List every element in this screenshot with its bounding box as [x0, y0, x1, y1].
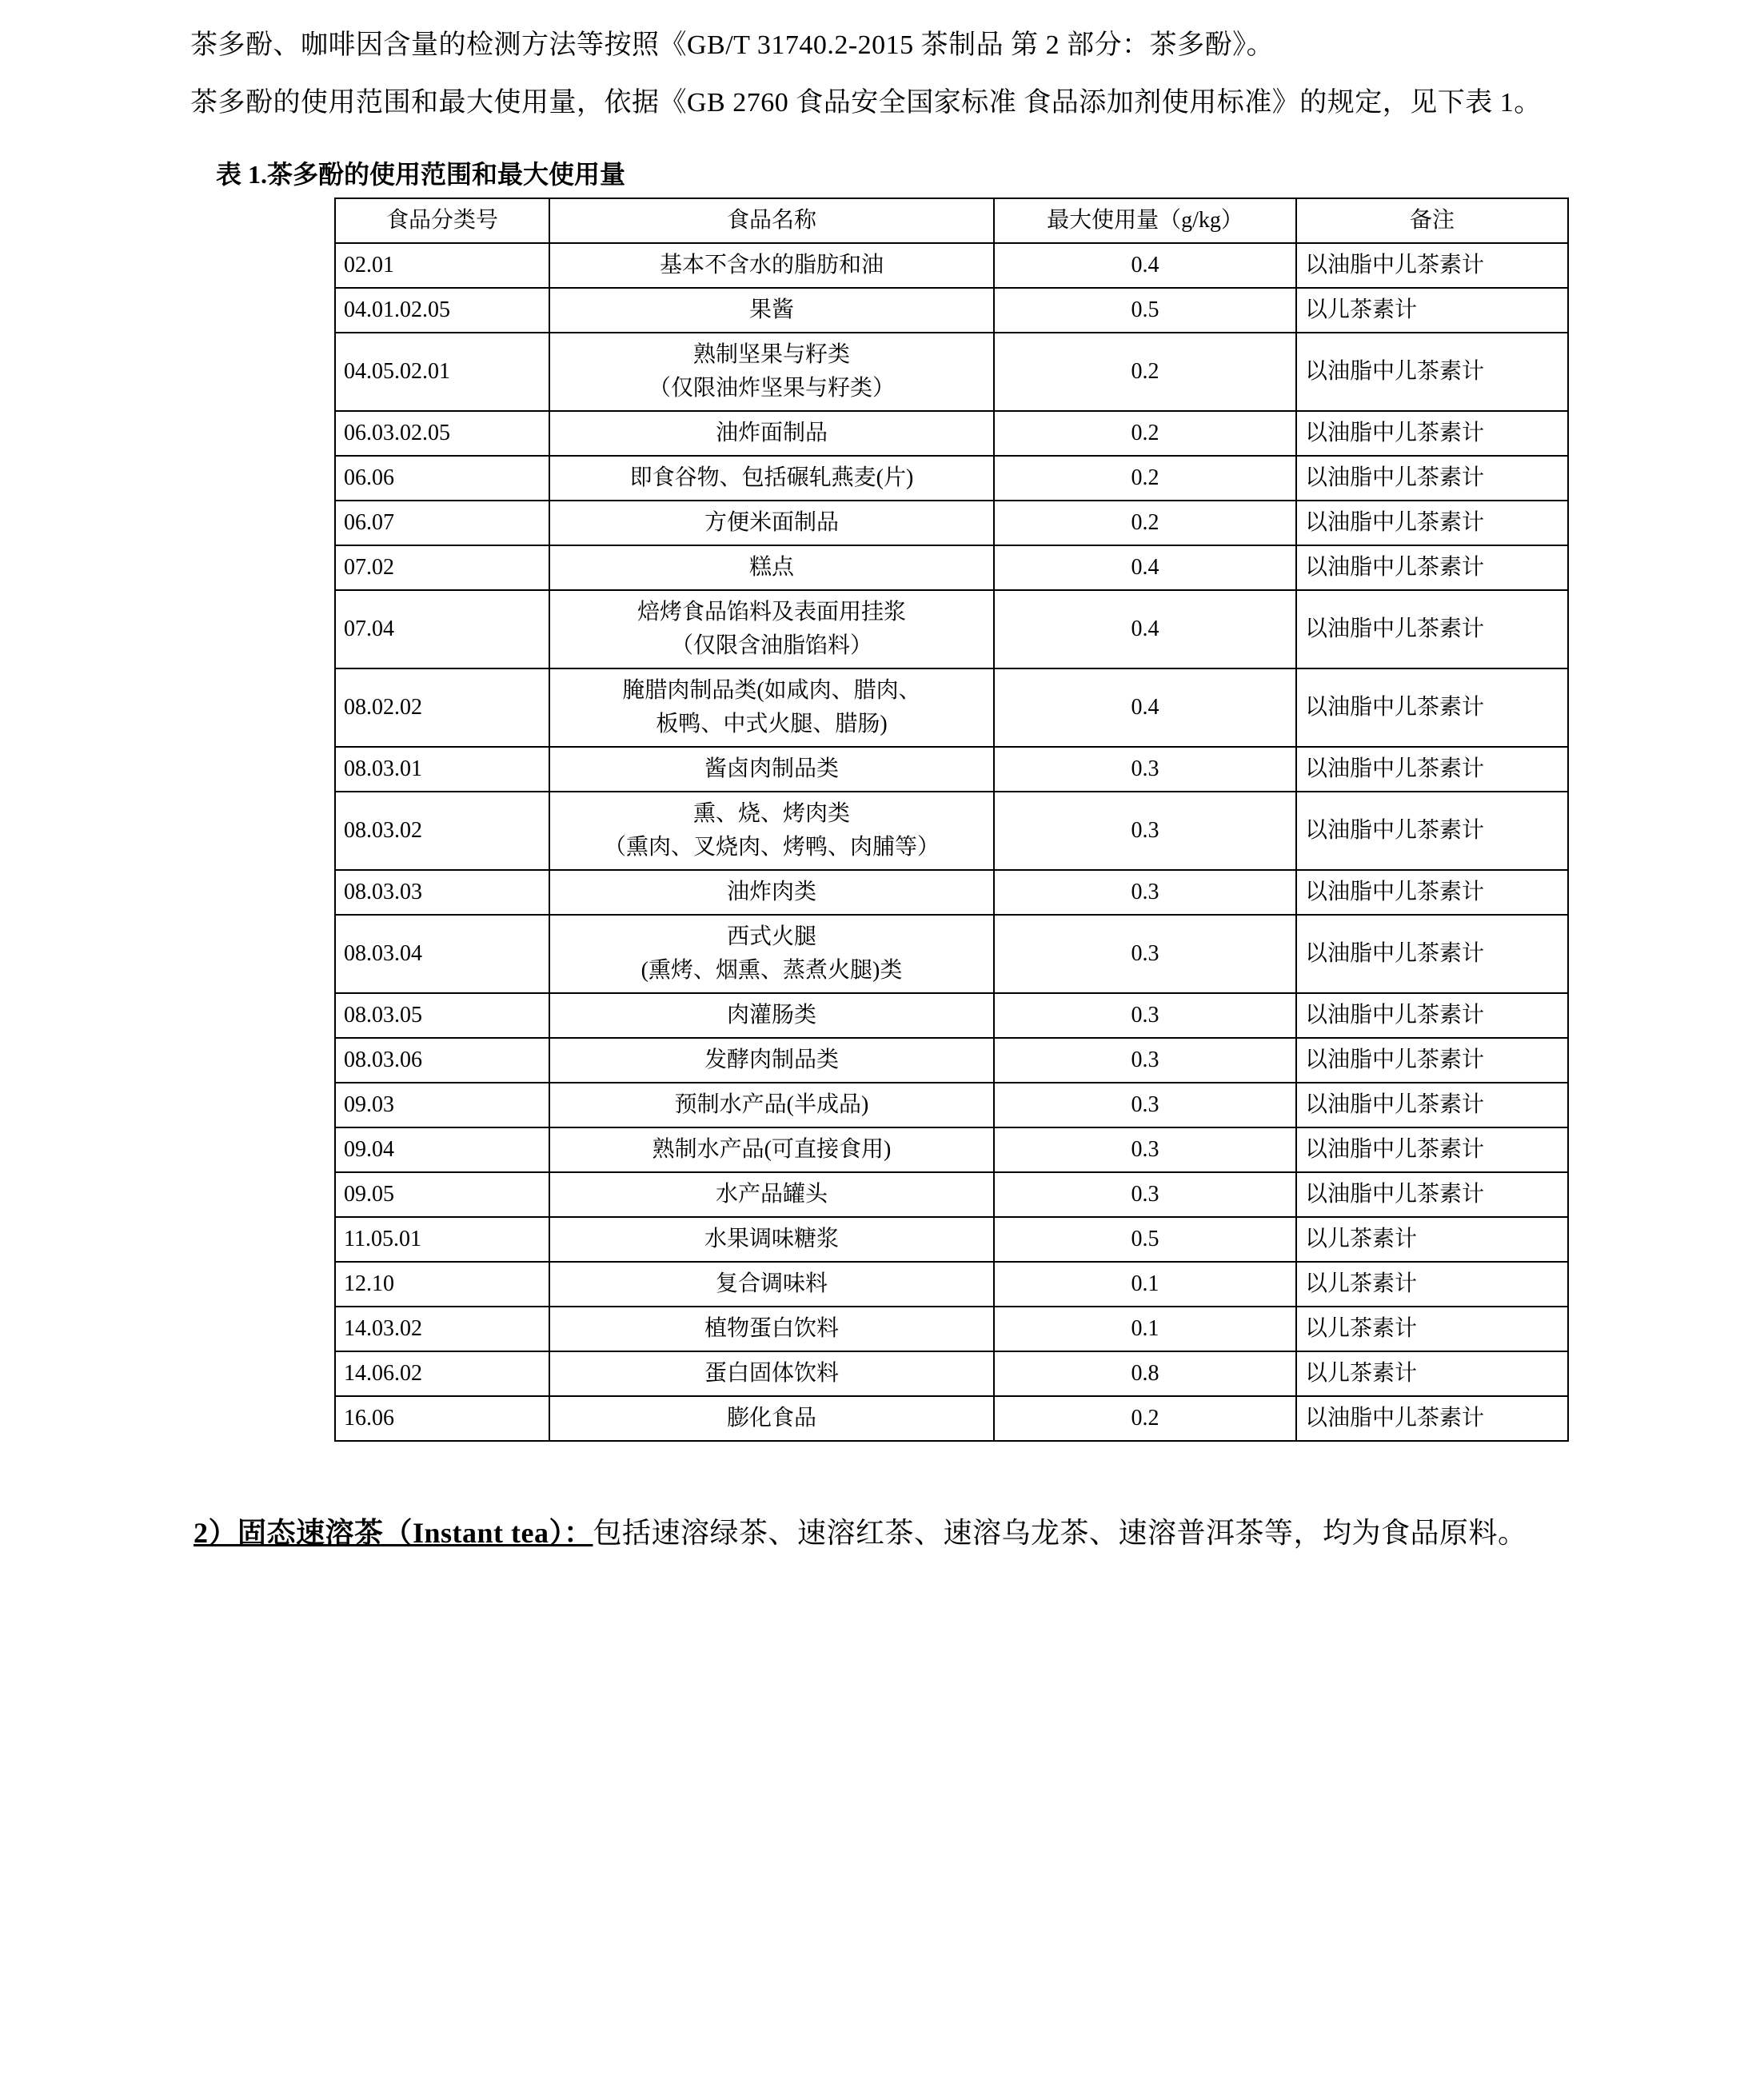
- cell-max-dose: 0.3: [994, 993, 1296, 1038]
- cell-food-name: [549, 1038, 994, 1083]
- table-row: [335, 870, 1568, 915]
- cell-max-dose: 0.3: [994, 747, 1296, 792]
- table-header-code: 食品分类号: [335, 198, 549, 243]
- cell-food-name-line: 基本不含水的脂肪和油: [659, 252, 884, 277]
- cell-food-name-line: 西式火腿: [726, 924, 816, 949]
- cell-food-name-line: （熏肉、叉烧肉、烤鸭、肉脯等）: [603, 834, 940, 860]
- cell-food-name-line: (熏烤、烟熏、蒸煮火腿)类: [641, 957, 903, 983]
- cell-food-name: [549, 792, 994, 870]
- cell-food-code: 02.01: [335, 243, 549, 288]
- table-row: [335, 1307, 1568, 1351]
- table-row: [335, 590, 1568, 668]
- cell-max-dose: 0.3: [994, 1127, 1296, 1172]
- table-row: [335, 545, 1568, 590]
- cell-food-name-line: 发酵肉制品类: [704, 1047, 839, 1072]
- footer-heading: 2）固态速溶茶（Instant tea）：: [194, 1516, 593, 1549]
- cell-food-code: 14.03.02: [335, 1307, 549, 1351]
- cell-food-name-line: 蛋白固体饮料: [704, 1360, 839, 1386]
- cell-food-name-line: 熟制坚果与籽类: [692, 341, 850, 367]
- cell-note: 以油脂中儿茶素计: [1296, 668, 1568, 747]
- table-row: [335, 1038, 1568, 1083]
- cell-food-code: 07.04: [335, 590, 549, 668]
- cell-note: 以油脂中儿茶素计: [1296, 1127, 1568, 1172]
- cell-food-name-line: 即食谷物、包括碾轧燕麦(片): [629, 465, 914, 490]
- cell-food-code: 06.03.02.05: [335, 411, 549, 456]
- cell-max-dose: 0.8: [994, 1351, 1296, 1396]
- usage-table: [334, 198, 1569, 1442]
- cell-food-code: 16.06: [335, 1396, 549, 1441]
- cell-max-dose: 0.4: [994, 590, 1296, 668]
- cell-food-code: 06.07: [335, 501, 549, 545]
- cell-food-name-line: 板鸭、中式火腿、腊肠): [656, 711, 888, 736]
- table-header-dose: 最大使用量（g/kg）: [994, 198, 1296, 243]
- table-row: [335, 915, 1568, 993]
- cell-food-name-line: 肉灌肠类: [726, 1002, 816, 1028]
- table-row: [335, 411, 1568, 456]
- table-row: [335, 993, 1568, 1038]
- cell-food-code: 08.02.02: [335, 668, 549, 747]
- cell-food-name-line: （仅限油炸坚果与籽类）: [648, 375, 895, 401]
- cell-food-name-line: 焙烤食品馅料及表面用挂浆: [637, 599, 906, 624]
- cell-food-code: 09.05: [335, 1172, 549, 1217]
- table-row: [335, 333, 1568, 411]
- cell-food-code: 09.04: [335, 1127, 549, 1172]
- cell-food-name-line: 预制水产品(半成品): [674, 1091, 869, 1117]
- cell-note: 以油脂中儿茶素计: [1296, 1396, 1568, 1441]
- cell-max-dose: 0.4: [994, 545, 1296, 590]
- cell-note: 以油脂中儿茶素计: [1296, 993, 1568, 1038]
- cell-food-name-line: 水产品罐头: [715, 1181, 828, 1207]
- cell-food-name-line: 复合调味料: [715, 1271, 828, 1296]
- cell-max-dose: 0.1: [994, 1262, 1296, 1307]
- cell-food-name-line: 熏、烧、烤肉类: [692, 800, 850, 826]
- cell-note: 以油脂中儿茶素计: [1296, 792, 1568, 870]
- cell-note: 以油脂中儿茶素计: [1296, 1172, 1568, 1217]
- table-row: [335, 1351, 1568, 1396]
- cell-food-code: 09.03: [335, 1083, 549, 1127]
- cell-max-dose: 0.3: [994, 792, 1296, 870]
- table-row: [335, 1127, 1568, 1172]
- cell-food-code: 04.05.02.01: [335, 333, 549, 411]
- cell-food-code: 11.05.01: [335, 1217, 549, 1262]
- cell-max-dose: 0.4: [994, 243, 1296, 288]
- cell-food-name: [549, 1083, 994, 1127]
- cell-food-name-line: 腌腊肉制品类(如咸肉、腊肉、: [622, 677, 921, 703]
- cell-note: 以儿茶素计: [1296, 1262, 1568, 1307]
- cell-max-dose: 0.2: [994, 411, 1296, 456]
- table-row: [335, 1172, 1568, 1217]
- cell-note: 以儿茶素计: [1296, 1307, 1568, 1351]
- cell-food-code: 08.03.03: [335, 870, 549, 915]
- cell-note: 以油脂中儿茶素计: [1296, 747, 1568, 792]
- cell-note: 以儿茶素计: [1296, 288, 1568, 333]
- table-row: [335, 288, 1568, 333]
- cell-food-name: [549, 1262, 994, 1307]
- cell-food-code: 08.03.02: [335, 792, 549, 870]
- cell-food-name: [549, 747, 994, 792]
- cell-max-dose: 0.2: [994, 456, 1296, 501]
- cell-food-name-line: 方便米面制品: [704, 509, 839, 535]
- cell-max-dose: 0.1: [994, 1307, 1296, 1351]
- table-header-name: 食品名称: [549, 198, 994, 243]
- cell-food-name: [549, 243, 994, 288]
- cell-max-dose: 0.3: [994, 870, 1296, 915]
- paragraph-2: 茶多酚的使用范围和最大使用量，依据《GB 2760 食品安全国家标准 食品添加剂使用标准》的规定，见下表 1。: [190, 88, 1542, 118]
- cell-max-dose: 0.3: [994, 915, 1296, 993]
- cell-max-dose: 0.4: [994, 668, 1296, 747]
- cell-food-name-line: 植物蛋白饮料: [704, 1315, 839, 1341]
- cell-max-dose: 0.2: [994, 333, 1296, 411]
- cell-food-name: [549, 590, 994, 668]
- table-row: [335, 1262, 1568, 1307]
- table-row: [335, 456, 1568, 501]
- cell-food-name: [549, 333, 994, 411]
- cell-max-dose: 0.5: [994, 1217, 1296, 1262]
- footer-text: 包括速溶绿茶、速溶红茶、速溶乌龙茶、速溶普洱茶等，均为食品原料。: [593, 1516, 1527, 1549]
- cell-food-name: [549, 1351, 994, 1396]
- cell-food-name-line: 熟制水产品(可直接食用): [652, 1136, 892, 1162]
- table-row: [335, 501, 1568, 545]
- cell-max-dose: 0.3: [994, 1172, 1296, 1217]
- cell-max-dose: 0.5: [994, 288, 1296, 333]
- cell-food-code: 07.02: [335, 545, 549, 590]
- cell-note: 以油脂中儿茶素计: [1296, 1083, 1568, 1127]
- cell-food-code: 06.06: [335, 456, 549, 501]
- cell-food-name: [549, 411, 994, 456]
- cell-food-name: [549, 870, 994, 915]
- cell-note: 以油脂中儿茶素计: [1296, 915, 1568, 993]
- table-caption: 表 1.茶多酚的使用范围和最大使用量: [216, 159, 626, 189]
- cell-food-name-line: 油炸肉类: [726, 879, 816, 904]
- cell-note: 以油脂中儿茶素计: [1296, 243, 1568, 288]
- cell-food-name-line: 糕点: [748, 554, 794, 580]
- cell-note: 以油脂中儿茶素计: [1296, 1038, 1568, 1083]
- table-row: [335, 1396, 1568, 1441]
- footer-section: [136, 1504, 1628, 1562]
- cell-note: 以油脂中儿茶素计: [1296, 590, 1568, 668]
- table-row: [335, 668, 1568, 747]
- cell-note: 以油脂中儿茶素计: [1296, 870, 1568, 915]
- cell-food-name-line: （仅限含油脂馅料）: [670, 632, 872, 658]
- cell-food-code: 04.01.02.05: [335, 288, 549, 333]
- cell-note: 以油脂中儿茶素计: [1296, 501, 1568, 545]
- cell-food-name: [549, 1217, 994, 1262]
- cell-food-name: [549, 668, 994, 747]
- table-body: [335, 243, 1568, 1441]
- cell-food-code: 14.06.02: [335, 1351, 549, 1396]
- cell-note: 以油脂中儿茶素计: [1296, 333, 1568, 411]
- table-row: [335, 792, 1568, 870]
- cell-note: 以油脂中儿茶素计: [1296, 411, 1568, 456]
- paragraph-1: 茶多酚、咖啡因含量的检测方法等按照《GB/T 31740.2-2015 茶制品 第 2 部分：茶多酚》。: [190, 30, 1275, 60]
- cell-food-name: [549, 288, 994, 333]
- cell-max-dose: 0.3: [994, 1083, 1296, 1127]
- footer-paragraph: [136, 1504, 1628, 1562]
- cell-food-name-line: 油炸面制品: [715, 420, 828, 445]
- table-header-note: 备注: [1296, 198, 1568, 243]
- cell-note: 以儿茶素计: [1296, 1351, 1568, 1396]
- table-row: [335, 747, 1568, 792]
- cell-max-dose: 0.3: [994, 1038, 1296, 1083]
- cell-food-name-line: 水果调味糖浆: [704, 1226, 839, 1251]
- cell-max-dose: 0.2: [994, 1396, 1296, 1441]
- cell-food-code: 08.03.06: [335, 1038, 549, 1083]
- table-header-row: [335, 198, 1568, 243]
- cell-food-code: 08.03.05: [335, 993, 549, 1038]
- table-row: [335, 1083, 1568, 1127]
- cell-food-name: [549, 1127, 994, 1172]
- cell-food-name-line: 果酱: [748, 297, 794, 322]
- cell-food-name: [549, 915, 994, 993]
- cell-food-code: 12.10: [335, 1262, 549, 1307]
- table-row: [335, 243, 1568, 288]
- cell-food-name-line: 酱卤肉制品类: [704, 756, 839, 781]
- cell-note: 以油脂中儿茶素计: [1296, 545, 1568, 590]
- cell-food-name: [549, 545, 994, 590]
- cell-note: 以儿茶素计: [1296, 1217, 1568, 1262]
- cell-food-code: 08.03.01: [335, 747, 549, 792]
- cell-food-name: [549, 1172, 994, 1217]
- cell-food-code: 08.03.04: [335, 915, 549, 993]
- cell-food-name: [549, 1307, 994, 1351]
- table-row: [335, 1217, 1568, 1262]
- cell-note: 以油脂中儿茶素计: [1296, 456, 1568, 501]
- cell-food-name-line: 膨化食品: [726, 1405, 816, 1431]
- cell-food-name: [549, 993, 994, 1038]
- cell-food-name: [549, 456, 994, 501]
- cell-food-name: [549, 501, 994, 545]
- cell-max-dose: 0.2: [994, 501, 1296, 545]
- cell-food-name: [549, 1396, 994, 1441]
